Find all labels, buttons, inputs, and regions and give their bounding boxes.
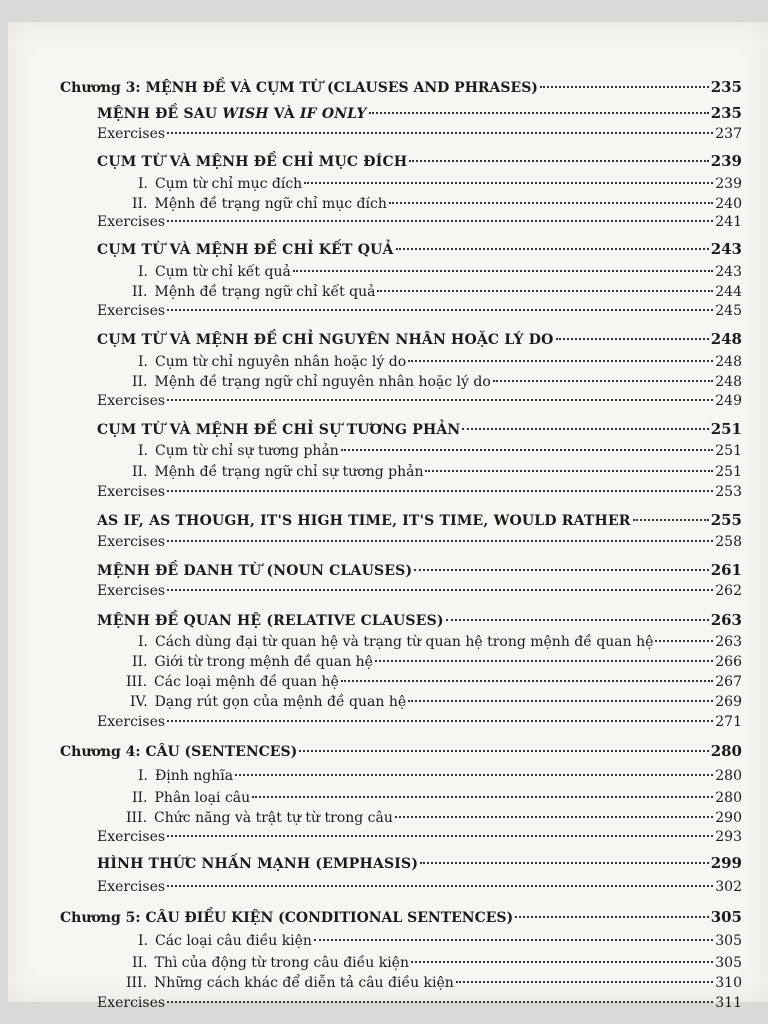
toc-label: Exercises — [97, 829, 166, 845]
toc-entry-exercise — [97, 478, 742, 500]
toc-item-text: Mệnh đề trạng ngữ chỉ mục đích — [154, 196, 387, 212]
toc-page-number: 263 — [715, 634, 742, 650]
toc-page-number: 249 — [715, 393, 742, 409]
dot-leader — [167, 293, 713, 311]
dot-leader — [314, 923, 713, 941]
toc-label: Exercises — [97, 214, 166, 230]
toc-page-number: 305 — [715, 955, 742, 971]
toc-page-number: 248 — [710, 330, 742, 348]
toc-page-number: 271 — [715, 714, 742, 730]
dot-leader — [395, 800, 713, 818]
toc-item-number: I. — [138, 354, 148, 370]
toc-page-number: 240 — [715, 196, 742, 212]
dot-leader — [167, 383, 713, 401]
dot-leader — [493, 364, 713, 382]
dot-leader — [167, 985, 713, 1003]
toc-label: Exercises — [97, 583, 166, 599]
toc-label: MỆNH ĐỀ SAU WISH VÀ IF ONLY — [97, 106, 367, 122]
toc-label: CỤM TỪ VÀ MỆNH ĐỀ CHỈ KẾT QUẢ — [97, 242, 394, 258]
toc-item-text: Mệnh đề trạng ngữ chỉ kết quả — [154, 284, 376, 300]
toc-item-number: III. — [126, 810, 148, 826]
dot-leader — [167, 116, 713, 134]
dot-leader — [167, 524, 713, 542]
toc-page-number: 263 — [710, 611, 742, 629]
toc-page-number: 305 — [710, 908, 742, 926]
dot-leader — [456, 965, 713, 983]
toc-entry-section — [97, 607, 742, 629]
toc-label: Exercises — [97, 995, 166, 1011]
toc-page-number: 253 — [715, 484, 742, 500]
dot-leader — [446, 603, 709, 621]
dot-leader — [462, 412, 708, 430]
toc-item-text: Dạng rút gọn của mệnh đề quan hệ — [154, 694, 407, 710]
toc-item-text: Cụm từ chỉ sự tương phản — [154, 443, 339, 459]
toc-page-number: 239 — [710, 152, 742, 170]
toc-page-number: 311 — [715, 995, 742, 1011]
toc-page-number: 280 — [710, 742, 742, 760]
toc-item-number: I. — [138, 176, 148, 192]
toc-item-text: Cách dùng đại từ quan hệ và trạng từ quan hệ trong mệnh đề quan hệ — [154, 634, 654, 650]
toc-item-text: Thì của động từ trong câu điều kiện — [154, 955, 409, 971]
dot-leader — [167, 869, 713, 887]
toc-page-number: 241 — [715, 214, 742, 230]
toc-page-number: 305 — [715, 933, 742, 949]
toc-label: Chương 3: MỆNH ĐỀ VÀ CỤM TỪ (CLAUSES AND PHRASES) — [60, 80, 538, 96]
toc-page-number: 293 — [715, 829, 742, 845]
toc-page-number: 290 — [715, 810, 742, 826]
dot-leader — [408, 344, 713, 362]
toc-item-number: II. — [132, 790, 148, 806]
toc-item-text: Cụm từ chỉ nguyên nhân hoặc lý do — [154, 354, 407, 370]
dot-leader — [425, 454, 713, 472]
toc-page-number: 280 — [715, 768, 742, 784]
toc-page-number: 239 — [715, 176, 742, 192]
toc-page-number: 262 — [715, 583, 742, 599]
toc-label: CỤM TỪ VÀ MỆNH ĐỀ CHỈ SỰ TƯƠNG PHẢN — [97, 422, 461, 438]
dot-leader — [420, 846, 709, 864]
toc-label: Exercises — [97, 484, 166, 500]
toc-page-number: 280 — [715, 790, 742, 806]
toc-page-number: 243 — [710, 240, 742, 258]
toc-item-number: II. — [132, 374, 148, 390]
toc-page-number: 248 — [715, 354, 742, 370]
dot-leader — [369, 96, 709, 114]
toc-page-number: 235 — [710, 78, 742, 96]
toc-page-number: 261 — [710, 561, 742, 579]
dot-leader — [409, 144, 708, 162]
toc-label: MỆNH ĐỀ DANH TỪ (NOUN CLAUSES) — [97, 563, 413, 579]
toc-page-number: 251 — [715, 443, 742, 459]
dot-leader — [396, 232, 709, 250]
toc-page-number: 245 — [715, 303, 742, 319]
toc-entry-exercise — [97, 823, 742, 845]
toc-label: Exercises — [97, 303, 166, 319]
toc-label: Exercises — [97, 714, 166, 730]
toc-entry-chapter — [60, 74, 742, 96]
toc-page-number: 255 — [710, 511, 742, 529]
toc-page-number: 244 — [715, 284, 742, 300]
dot-leader — [414, 553, 708, 571]
toc-page-number: 269 — [715, 694, 742, 710]
toc-page-number: 237 — [715, 126, 742, 142]
toc-item-text: Những cách khác để diễn tả câu điều kiện — [154, 975, 454, 991]
toc-item-number: I. — [138, 443, 148, 459]
dot-leader — [389, 186, 713, 204]
toc-entry-exercise — [97, 708, 742, 730]
toc-label: AS IF, AS THOUGH, IT'S HIGH TIME, IT'S TIME, WOULD RATHER — [97, 513, 631, 529]
toc-label: Chương 5: CÂU ĐIỀU KIỆN (CONDITIONAL SENTENCES) — [60, 910, 514, 926]
toc-label: CỤM TỪ VÀ MỆNH ĐỀ CHỈ MỤC ĐÍCH — [97, 154, 408, 170]
toc-page-number: 310 — [715, 975, 742, 991]
toc-entry-exercise — [97, 873, 742, 895]
dot-leader — [655, 624, 713, 642]
dot-leader — [299, 734, 709, 752]
toc-page-number: 302 — [715, 879, 742, 895]
toc-page-number: 267 — [715, 674, 742, 690]
dot-leader — [167, 204, 713, 222]
toc-item-number: I. — [138, 933, 148, 949]
toc-item-text: Mệnh đề trạng ngữ chỉ sự tương phản — [154, 464, 424, 480]
toc-page-number: 248 — [715, 374, 742, 390]
toc-label: Exercises — [97, 126, 166, 142]
toc-label: MỆNH ĐỀ QUAN HỆ (RELATIVE CLAUSES) — [97, 613, 444, 629]
toc-item-text: Định nghĩa — [154, 768, 234, 784]
dot-leader — [167, 704, 713, 722]
dot-leader — [556, 322, 709, 340]
dot-leader — [375, 644, 713, 662]
dot-leader — [252, 780, 713, 798]
document-page — [8, 22, 768, 1011]
toc-item-number: III. — [126, 975, 148, 991]
dot-leader — [304, 166, 713, 184]
toc-item-number: I. — [138, 768, 148, 784]
toc-label: HÌNH THỨC NHẤN MẠNH (EMPHASIS) — [97, 856, 419, 872]
toc-label: Exercises — [97, 879, 166, 895]
toc-entry-exercise — [97, 577, 742, 599]
dot-leader — [341, 433, 713, 451]
dot-leader — [293, 254, 713, 272]
toc-item-text: Phân loại câu — [154, 790, 251, 806]
dot-leader — [515, 900, 709, 918]
toc-item-number: I. — [138, 634, 148, 650]
toc-page-number: 266 — [715, 654, 742, 670]
toc-label: CỤM TỪ VÀ MỆNH ĐỀ CHỈ NGUYÊN NHÂN HOẶC LÝ DO — [97, 332, 554, 348]
toc-item-text: Giới từ trong mệnh đề quan hệ — [154, 654, 373, 670]
toc-item-number: I. — [138, 264, 148, 280]
toc-label: Exercises — [97, 393, 166, 409]
toc-item-text: Cụm từ chỉ mục đích — [154, 176, 303, 192]
dot-leader — [411, 945, 713, 963]
toc-page-number: 243 — [715, 264, 742, 280]
toc-page-number: 299 — [710, 854, 742, 872]
toc-entry-exercise — [97, 387, 742, 409]
toc-page-number: 251 — [710, 420, 742, 438]
toc-item-number: II. — [132, 284, 148, 300]
dot-leader — [167, 819, 713, 837]
toc-item-text: Cụm từ chỉ kết quả — [154, 264, 291, 280]
toc-entry-exercise — [97, 297, 742, 319]
toc-item-number: II. — [132, 654, 148, 670]
toc-page-number: 235 — [710, 104, 742, 122]
toc-label: Chương 4: CÂU (SENTENCES) — [60, 744, 298, 760]
dot-leader — [633, 503, 709, 521]
toc-entry-chapter — [60, 738, 742, 760]
toc-item-number: II. — [132, 955, 148, 971]
toc-entry-exercise — [97, 120, 742, 142]
toc-label: Exercises — [97, 534, 166, 550]
toc-item-number: II. — [132, 196, 148, 212]
dot-leader — [235, 758, 713, 776]
dot-leader — [540, 70, 709, 88]
toc-item-text: Các loại câu điều kiện — [154, 933, 312, 949]
toc-item-text: Mệnh đề trạng ngữ chỉ nguyên nhân hoặc lý do — [154, 374, 491, 390]
toc-page-number: 251 — [715, 464, 742, 480]
dot-leader — [341, 664, 714, 682]
toc-item-text: Chức năng và trật tự từ trong câu — [154, 810, 393, 826]
toc-entry-exercise — [97, 989, 742, 1011]
toc-page-number: 258 — [715, 534, 742, 550]
toc-item-number: III. — [126, 674, 148, 690]
toc-entry-exercise — [97, 528, 742, 550]
dot-leader — [167, 474, 713, 492]
toc-item-number: II. — [132, 464, 148, 480]
dot-leader — [377, 274, 713, 292]
toc-entry-exercise — [97, 208, 742, 230]
dot-leader — [167, 573, 713, 591]
toc-item-text: Các loại mệnh đề quan hệ — [154, 674, 339, 690]
toc-item-number: IV. — [130, 694, 148, 710]
dot-leader — [408, 684, 713, 702]
